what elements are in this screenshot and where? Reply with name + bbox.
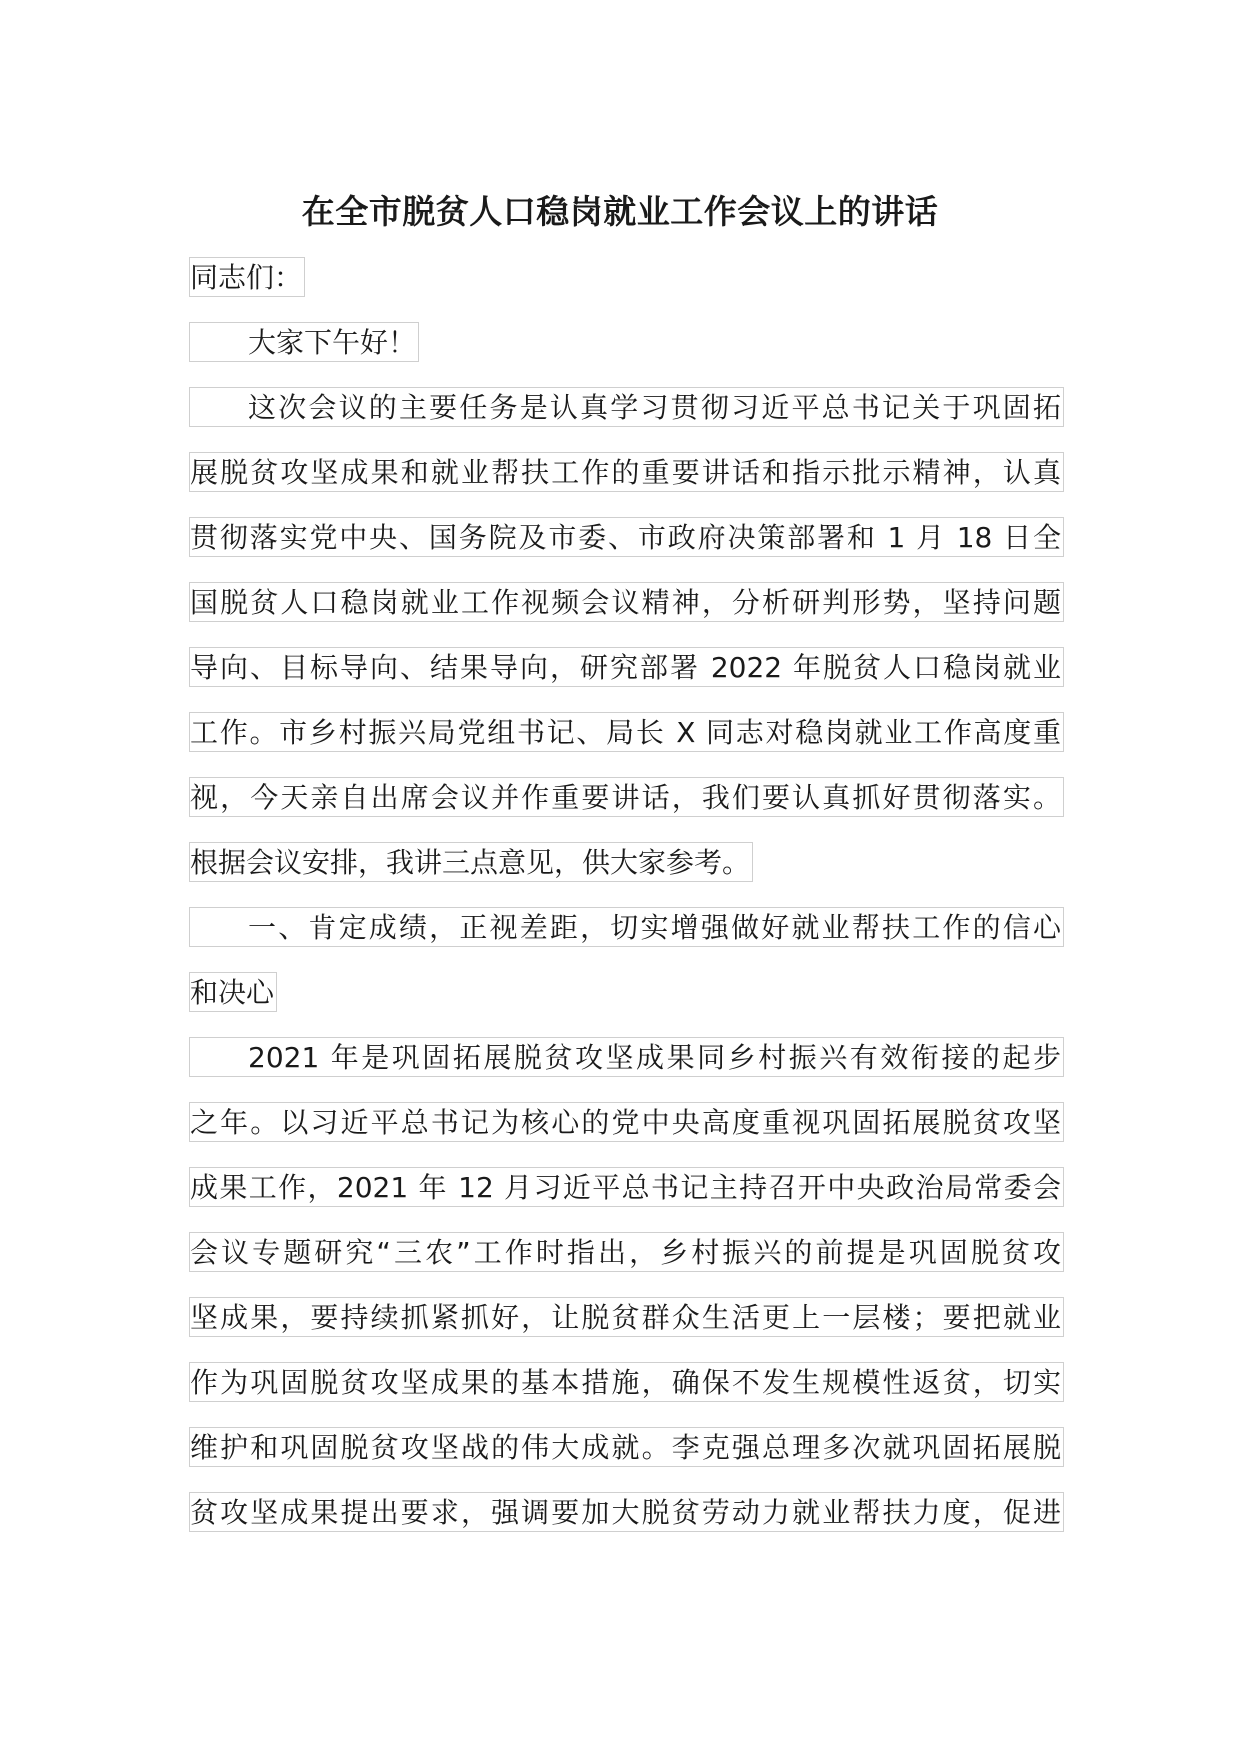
body-line: 工作。市乡村振兴局党组书记、局长 X 同志对稳岗就业工作高度重 [189, 712, 1064, 752]
body-line: 成果工作，2021 年 12 月习近平总书记主持召开中央政治局常委会 [189, 1167, 1064, 1207]
body-line: 国脱贫人口稳岗就业工作视频会议精神，分析研判形势，坚持问题 [189, 582, 1064, 622]
body-line: 贯彻落实党中央、国务院及市委、市政府决策部署和 1 月 18 日全 [189, 517, 1064, 557]
body-line: 这次会议的主要任务是认真学习贯彻习近平总书记关于巩固拓 [189, 387, 1064, 427]
body-line: 展脱贫攻坚成果和就业帮扶工作的重要讲话和指示批示精神，认真 [189, 452, 1064, 492]
document-body [189, 257, 1064, 1557]
section-heading-line: 一、肯定成绩，正视差距，切实增强做好就业帮扶工作的信心 [189, 907, 1064, 947]
body-line: 作为巩固脱贫攻坚成果的基本措施，确保不发生规模性返贫，切实 [189, 1362, 1064, 1402]
body-line: 2021 年是巩固拓展脱贫攻坚成果同乡村振兴有效衔接的起步 [189, 1037, 1064, 1077]
section-heading-line: 和决心 [189, 972, 277, 1012]
document-title: 在全市脱贫人口稳岗就业工作会议上的讲话 [301, 192, 939, 231]
body-line: 根据会议安排，我讲三点意见，供大家参考。 [189, 842, 753, 882]
body-line: 之年。以习近平总书记为核心的党中央高度重视巩固拓展脱贫攻坚 [189, 1102, 1064, 1142]
body-line: 会议专题研究“三农”工作时指出，乡村振兴的前提是巩固脱贫攻 [189, 1232, 1064, 1272]
body-line: 维护和巩固脱贫攻坚战的伟大成就。李克强总理多次就巩固拓展脱 [189, 1427, 1064, 1467]
body-line: 贫攻坚成果提出要求，强调要加大脱贫劳动力就业帮扶力度，促进 [189, 1492, 1064, 1532]
body-line: 视，今天亲自出席会议并作重要讲话，我们要认真抓好贯彻落实。 [189, 777, 1064, 817]
salutation-line: 同志们： [189, 257, 305, 297]
body-line: 坚成果，要持续抓紧抓好，让脱贫群众生活更上一层楼；要把就业 [189, 1297, 1064, 1337]
body-line: 导向、目标导向、结果导向，研究部署 2022 年脱贫人口稳岗就业 [189, 647, 1064, 687]
greeting-line: 大家下午好！ [189, 322, 419, 362]
